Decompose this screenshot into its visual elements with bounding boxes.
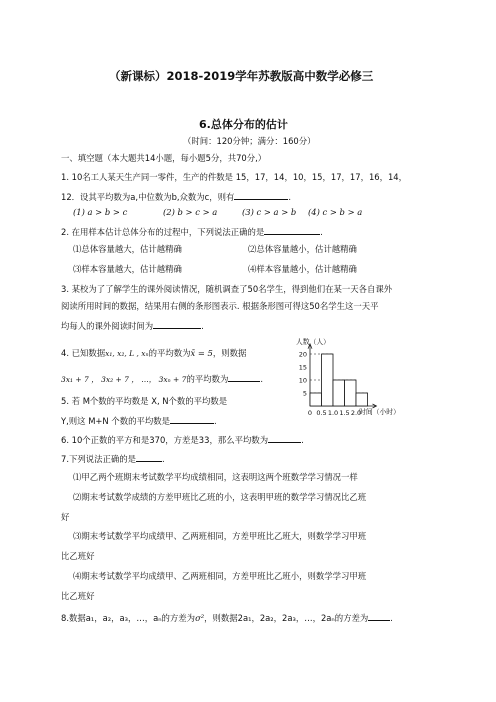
q7-stem: 7.下列说法正确的是 xyxy=(61,454,136,464)
q8-sigma: σ² xyxy=(195,613,205,623)
q1-option-3: (3) c > a > b xyxy=(242,207,297,217)
q7-option-2-line2: 好 xyxy=(61,512,70,522)
x-tick-label: 0 xyxy=(307,409,313,417)
q2-stem-end: . xyxy=(320,227,323,237)
q2-stem-line xyxy=(61,225,323,238)
q4-text-b: 的平均数为 xyxy=(148,348,191,358)
q5-line2 xyxy=(61,414,217,427)
reading-time-bar-chart xyxy=(290,336,440,418)
q6-end: . xyxy=(301,435,304,445)
bar xyxy=(345,380,357,406)
q8-text-b: ，则数据2a₁，2a₂，2a₃，…，2aₙ的方差为 xyxy=(204,613,369,623)
x-tick-label: 1.5 xyxy=(339,409,350,417)
q2-option-4: ⑷样本容量越小，估计越精确 xyxy=(248,264,357,274)
q4-answer-blank[interactable] xyxy=(228,372,260,382)
q1-answer-blank[interactable] xyxy=(234,190,288,200)
q1-stem-end: . xyxy=(288,192,292,202)
q7-option-4-line1: ⑷期末考试数学平均成绩甲、乙两班相同，方差甲班比乙班小，则数学学习甲班 xyxy=(73,571,367,581)
q7-option-1: ⑴甲乙两个班期末考试数学平均成绩相同，这表明这两个班数学学习情况一样 xyxy=(73,472,358,482)
q3-line2: 阅读所用时间的数据，结果用右侧的条形图表示. 根据条形图可得这50名学生这一天平 xyxy=(61,301,379,311)
q2-option-1: ⑴总体容量越大，估计越精确 xyxy=(73,244,182,254)
y-axis-label: 人数（人） xyxy=(296,338,330,346)
q5-line1: 5. 若 M个数的平均数是 X, N个数的平均数是 xyxy=(61,396,228,406)
q6-line xyxy=(61,433,304,446)
y-tick-label: 20 xyxy=(298,350,307,359)
bar xyxy=(333,380,345,406)
q7-stem-line xyxy=(61,452,165,465)
q2-stem: 2. 在用样本估计总体分布的过程中，下列说法正确的是 xyxy=(61,227,265,237)
bar xyxy=(310,393,322,406)
section-heading: 一、填空题（本大题共14小题，每小题5分，共70分,） xyxy=(61,153,267,163)
q7-option-3-line2: 比乙班好 xyxy=(61,551,95,561)
q3-stem-end: . xyxy=(201,321,204,331)
q4-text-a: 4. 已知数据 xyxy=(61,348,106,358)
q8-answer-blank[interactable] xyxy=(368,611,390,621)
q4-vars: x₁, x₂, L , xₙ xyxy=(105,349,149,358)
q4-text-d: 的平均数为 xyxy=(186,374,229,384)
q1-line2 xyxy=(61,190,291,203)
x-tick-label: 1.0 xyxy=(327,409,339,417)
x-tick-label: 0.5 xyxy=(316,409,327,417)
q6-answer-blank[interactable] xyxy=(268,433,301,443)
q6-stem: 6. 10个正数的平方和是370，方差是33，那么平均数为 xyxy=(61,435,269,445)
document-title: （新课标）2018-2019学年苏教版高中数学必修三 xyxy=(109,69,374,83)
bar xyxy=(356,393,368,406)
q8-line xyxy=(61,611,393,624)
q3-answer-blank[interactable] xyxy=(153,319,201,329)
q7-answer-blank[interactable] xyxy=(136,452,162,462)
q4-line2 xyxy=(61,372,263,385)
q7-option-3-line1: ⑶期末考试数学平均成绩甲、乙两班相同，方差甲班比乙班大，则数学学习甲班 xyxy=(73,531,367,541)
q1-option-4: (4) c > b > a xyxy=(308,207,363,217)
q1-option-1: (1) a > b > c xyxy=(73,207,128,217)
q3-line1: 3. 某校为了了解学生的课外阅读情况，随机调查了50名学生，得到他们在某一天各自课外 xyxy=(61,284,393,294)
time-score-note: （时间：120分钟；满分：160分） xyxy=(183,136,316,146)
q5-stem: Y,则这 M+N 个数的平均数是 xyxy=(61,416,170,426)
q1-stem: 12．设其平均数为a,中位数为b,众数为c，则有 xyxy=(61,192,235,202)
chapter-title: 6.总体分布的估计 xyxy=(199,118,288,131)
q5-end: . xyxy=(214,416,217,426)
q4-end: . xyxy=(260,374,263,384)
y-tick-label: 5 xyxy=(302,389,307,398)
x-tick-label: 2.0 xyxy=(350,409,362,417)
q1-line1: 1. 10名工人某天生产同一零件，生产的件数是 15，17，14，10，15，17，17，16，14， xyxy=(61,172,408,182)
q3-stem: 均每人的课外阅读时间为 xyxy=(61,321,154,331)
q2-option-3: ⑶样本容量越大，估计越精确 xyxy=(73,264,182,274)
q7-stem-end: . xyxy=(162,454,165,464)
q7-option-4-line2: 比乙班好 xyxy=(61,591,95,601)
q5-answer-blank[interactable] xyxy=(170,414,214,424)
bar xyxy=(322,354,334,406)
q2-answer-blank[interactable] xyxy=(264,225,320,235)
x-axis-label: 时间（小时） xyxy=(359,408,400,416)
y-tick-label: 15 xyxy=(298,363,307,372)
q4-text-c: ，则数据 xyxy=(212,348,247,358)
q8-end: . xyxy=(390,613,393,623)
q1-option-2: (2) b > c > a xyxy=(163,207,218,217)
y-tick-label: 10 xyxy=(298,376,307,385)
q3-line3 xyxy=(61,319,204,332)
q4-expression: 3x₁ + 7 ， 3x₂ + 7 ， …， 3xₙ + 7 xyxy=(61,375,187,384)
q8-text-a: 8.数据a₁，a₂，a₃，…，aₙ的方差为 xyxy=(61,613,196,623)
q7-option-2-line1: ⑵期末考试数学成绩的方差甲班比乙班的小，这表明甲班的数学学习情况比乙班 xyxy=(73,492,367,502)
q4-line1 xyxy=(61,348,246,359)
q2-option-2: ⑵总体容量越小，估计越精确 xyxy=(248,244,357,254)
q4-mean: x̄ = 5 xyxy=(190,348,213,358)
